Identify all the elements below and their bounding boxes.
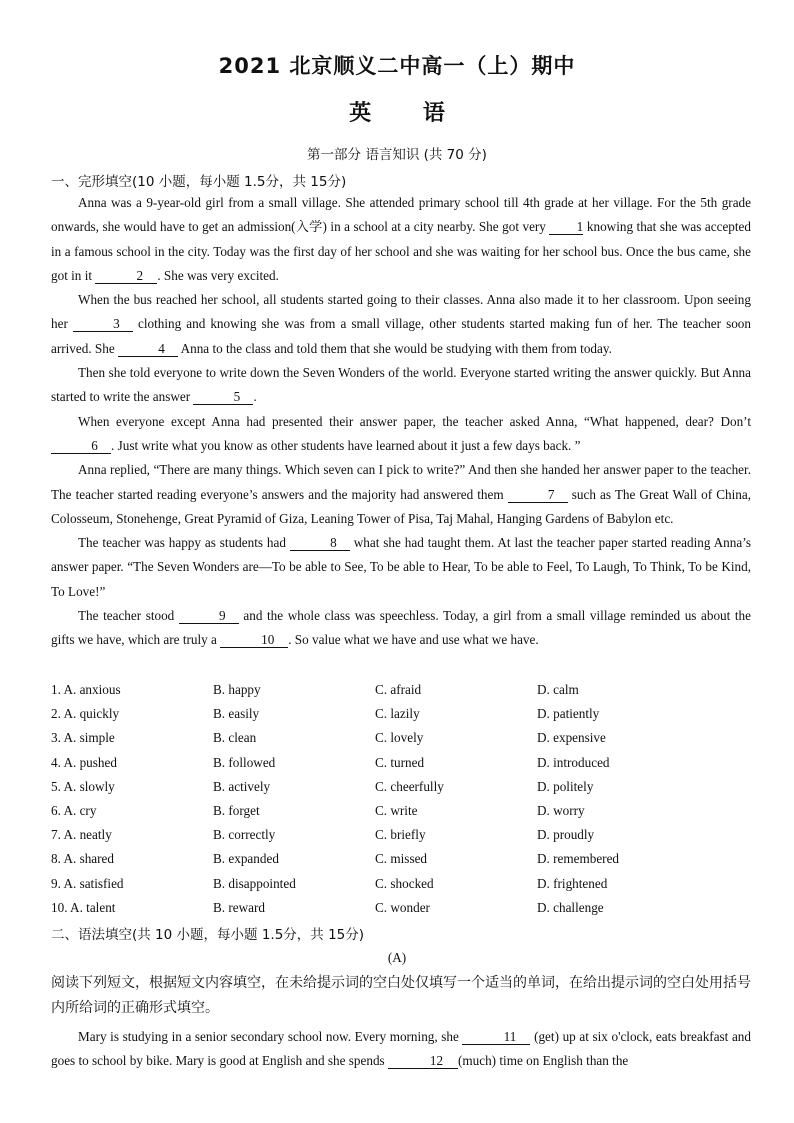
grammar-passage <box>51 1025 751 1074</box>
option-row <box>51 702 751 726</box>
option-d[interactable]: D. calm <box>537 682 579 697</box>
option-d[interactable]: D. proudly <box>537 827 595 843</box>
option-d[interactable]: D. expensive <box>537 730 606 746</box>
option-d[interactable]: D. challenge <box>537 899 604 915</box>
option-a[interactable]: 10. A. talent <box>51 899 116 915</box>
option-d[interactable]: D. politely <box>537 778 594 794</box>
option-b[interactable]: B. followed <box>213 754 276 770</box>
answer-blank[interactable]: 7 <box>508 487 568 503</box>
option-row <box>51 823 751 847</box>
option-d[interactable]: D. frightened <box>537 875 608 891</box>
option-c[interactable]: C. write <box>375 802 418 818</box>
answer-blank[interactable]: 9 <box>179 608 239 624</box>
paragraph: Anna replied, “There are many things. Which seven can I pick to write?” And then she handed her answer paper to the teacher. The teacher started reading everyone’s answers and the majority had answered them 7 such as The Great Wall of China, Colosseum, Stonehenge, Great Pyramid of Giza, Leaning Tower of Pisa, Taj Mahal, Hanging Gardens of Babylon etc. <box>51 462 751 526</box>
option-a[interactable]: 6. A. cry <box>51 802 97 818</box>
options-table <box>51 678 751 920</box>
option-c[interactable]: C. missed <box>375 851 428 867</box>
paragraph: The teacher stood 9 and the whole class was speechless. Today, a girl from a small village reminded us about the gifts we have, which are truly a 10 . So value what we have and use what we have. <box>51 608 751 648</box>
instruction: 阅读下列短文，根据短文内容填空，在未给提示词的空白处仅填写一个适当的单词，在给出提示词的空白处用括号内所给词的正确形式填空。 <box>51 975 751 1016</box>
option-a[interactable]: 3. A. simple <box>51 730 115 746</box>
answer-blank[interactable]: 5 <box>193 389 253 405</box>
option-d[interactable]: D. patiently <box>537 706 600 722</box>
option-a[interactable]: 2. A. quickly <box>51 706 120 722</box>
option-b[interactable]: B. clean <box>213 730 257 746</box>
option-a[interactable]: 5. A. slowly <box>51 778 115 794</box>
option-c[interactable]: C. briefly <box>375 827 426 843</box>
option-a[interactable]: 1. A. anxious <box>51 682 121 697</box>
option-row <box>51 751 751 775</box>
paragraph: When everyone except Anna had presented their answer paper, the teacher asked Anna, “What happened, dear? Don’t 6 . Just write what you know as other students have learned about it just a few days back. ” <box>51 410 751 459</box>
option-row <box>51 872 751 896</box>
cloze-passage <box>51 191 751 653</box>
option-row <box>51 678 751 702</box>
answer-blank[interactable]: 3 <box>73 316 133 332</box>
answer-blank[interactable]: 12 <box>388 1053 458 1069</box>
option-d[interactable]: D. introduced <box>537 754 610 770</box>
option-b[interactable]: B. forget <box>213 802 260 818</box>
option-b[interactable]: B. expanded <box>213 851 279 867</box>
option-b[interactable]: B. reward <box>213 899 265 915</box>
option-row <box>51 775 751 799</box>
paragraph: The teacher was happy as students had 8 what she had taught them. At last the teacher paper started reading Anna’s answer paper. “The Seven Wonders are—To be able to See, To be able to Hear, To be able to Feel, To Laugh, To Think, To be Kind, To Love!” <box>51 535 751 599</box>
option-a[interactable]: 9. A. satisfied <box>51 875 124 891</box>
option-a[interactable]: 7. A. neatly <box>51 827 112 843</box>
option-b[interactable]: B. disappointed <box>213 875 296 891</box>
option-c[interactable]: C. turned <box>375 754 425 770</box>
section2-heading: 二、语法填空(共 10 小题，每小题 1.5分，共 15分) <box>51 927 365 943</box>
paragraph: Then she told everyone to write down the Seven Wonders of the world. Everyone started writing the answer quickly. But Anna started to write the answer 5 . <box>51 365 751 405</box>
option-c[interactable]: C. shocked <box>375 875 434 891</box>
exam-title: 2021 北京顺义二中高一（上）期中 <box>218 54 576 78</box>
option-row <box>51 799 751 823</box>
paragraph: Anna was a 9-year-old girl from a small village. She attended primary school till 4th grade at her village. For the 5th grade onwards, she would have to get an admission(入学) in a school at a city nearby. She got very 1 knowing that she was accepted in a famous school in the city. Today was the first day of her school and she was waiting for her school bus. Once the bus came, she got in it 2 . She was very excited. <box>51 195 752 283</box>
option-c[interactable]: C. cheerfully <box>375 778 444 794</box>
option-d[interactable]: D. remembered <box>537 851 620 867</box>
option-b[interactable]: B. actively <box>213 778 271 794</box>
option-c[interactable]: C. lazily <box>375 706 420 722</box>
section1-heading: 一、完形填空(10 小题，每小题 1.5分，共 15分) <box>51 174 347 190</box>
answer-blank[interactable]: 1 <box>549 219 583 235</box>
option-row <box>51 896 751 920</box>
passage-label: (A) <box>387 950 407 965</box>
option-a[interactable]: 8. A. shared <box>51 851 114 867</box>
option-c[interactable]: C. lovely <box>375 730 424 746</box>
paragraph: When the bus reached her school, all students started going to their classes. Anna also made it to her classroom. Upon seeing her 3 clothing and knowing she was from a small village, other students started making fun of her. The teacher soon arrived. She 4 Anna to the class and told them that she would be studying with them from today. <box>51 292 751 356</box>
option-row <box>51 847 751 871</box>
subject-title: 英 语 <box>349 101 445 126</box>
option-c[interactable]: C. wonder <box>375 899 430 915</box>
answer-blank[interactable]: 8 <box>290 535 350 551</box>
option-c[interactable]: C. afraid <box>375 682 422 697</box>
answer-blank[interactable]: 10 <box>220 632 288 648</box>
option-b[interactable]: B. happy <box>213 682 261 697</box>
option-b[interactable]: B. correctly <box>213 827 276 843</box>
answer-blank[interactable]: 11 <box>462 1029 530 1045</box>
answer-blank[interactable]: 4 <box>118 341 178 357</box>
option-b[interactable]: B. easily <box>213 706 260 722</box>
answer-blank[interactable]: 6 <box>51 438 111 454</box>
answer-blank[interactable]: 2 <box>95 268 157 284</box>
option-row <box>51 726 751 750</box>
option-a[interactable]: 4. A. pushed <box>51 754 117 770</box>
paragraph: Mary is studying in a senior secondary school now. Every morning, she 11 (get) up at six o'clock, eats breakfast and goes to school by bike. Mary is good at English and she spends 12 (much) time on English than the <box>51 1029 751 1069</box>
option-d[interactable]: D. worry <box>537 802 585 818</box>
part-heading: 第一部分 语言知识 (共 70 分) <box>307 147 487 163</box>
